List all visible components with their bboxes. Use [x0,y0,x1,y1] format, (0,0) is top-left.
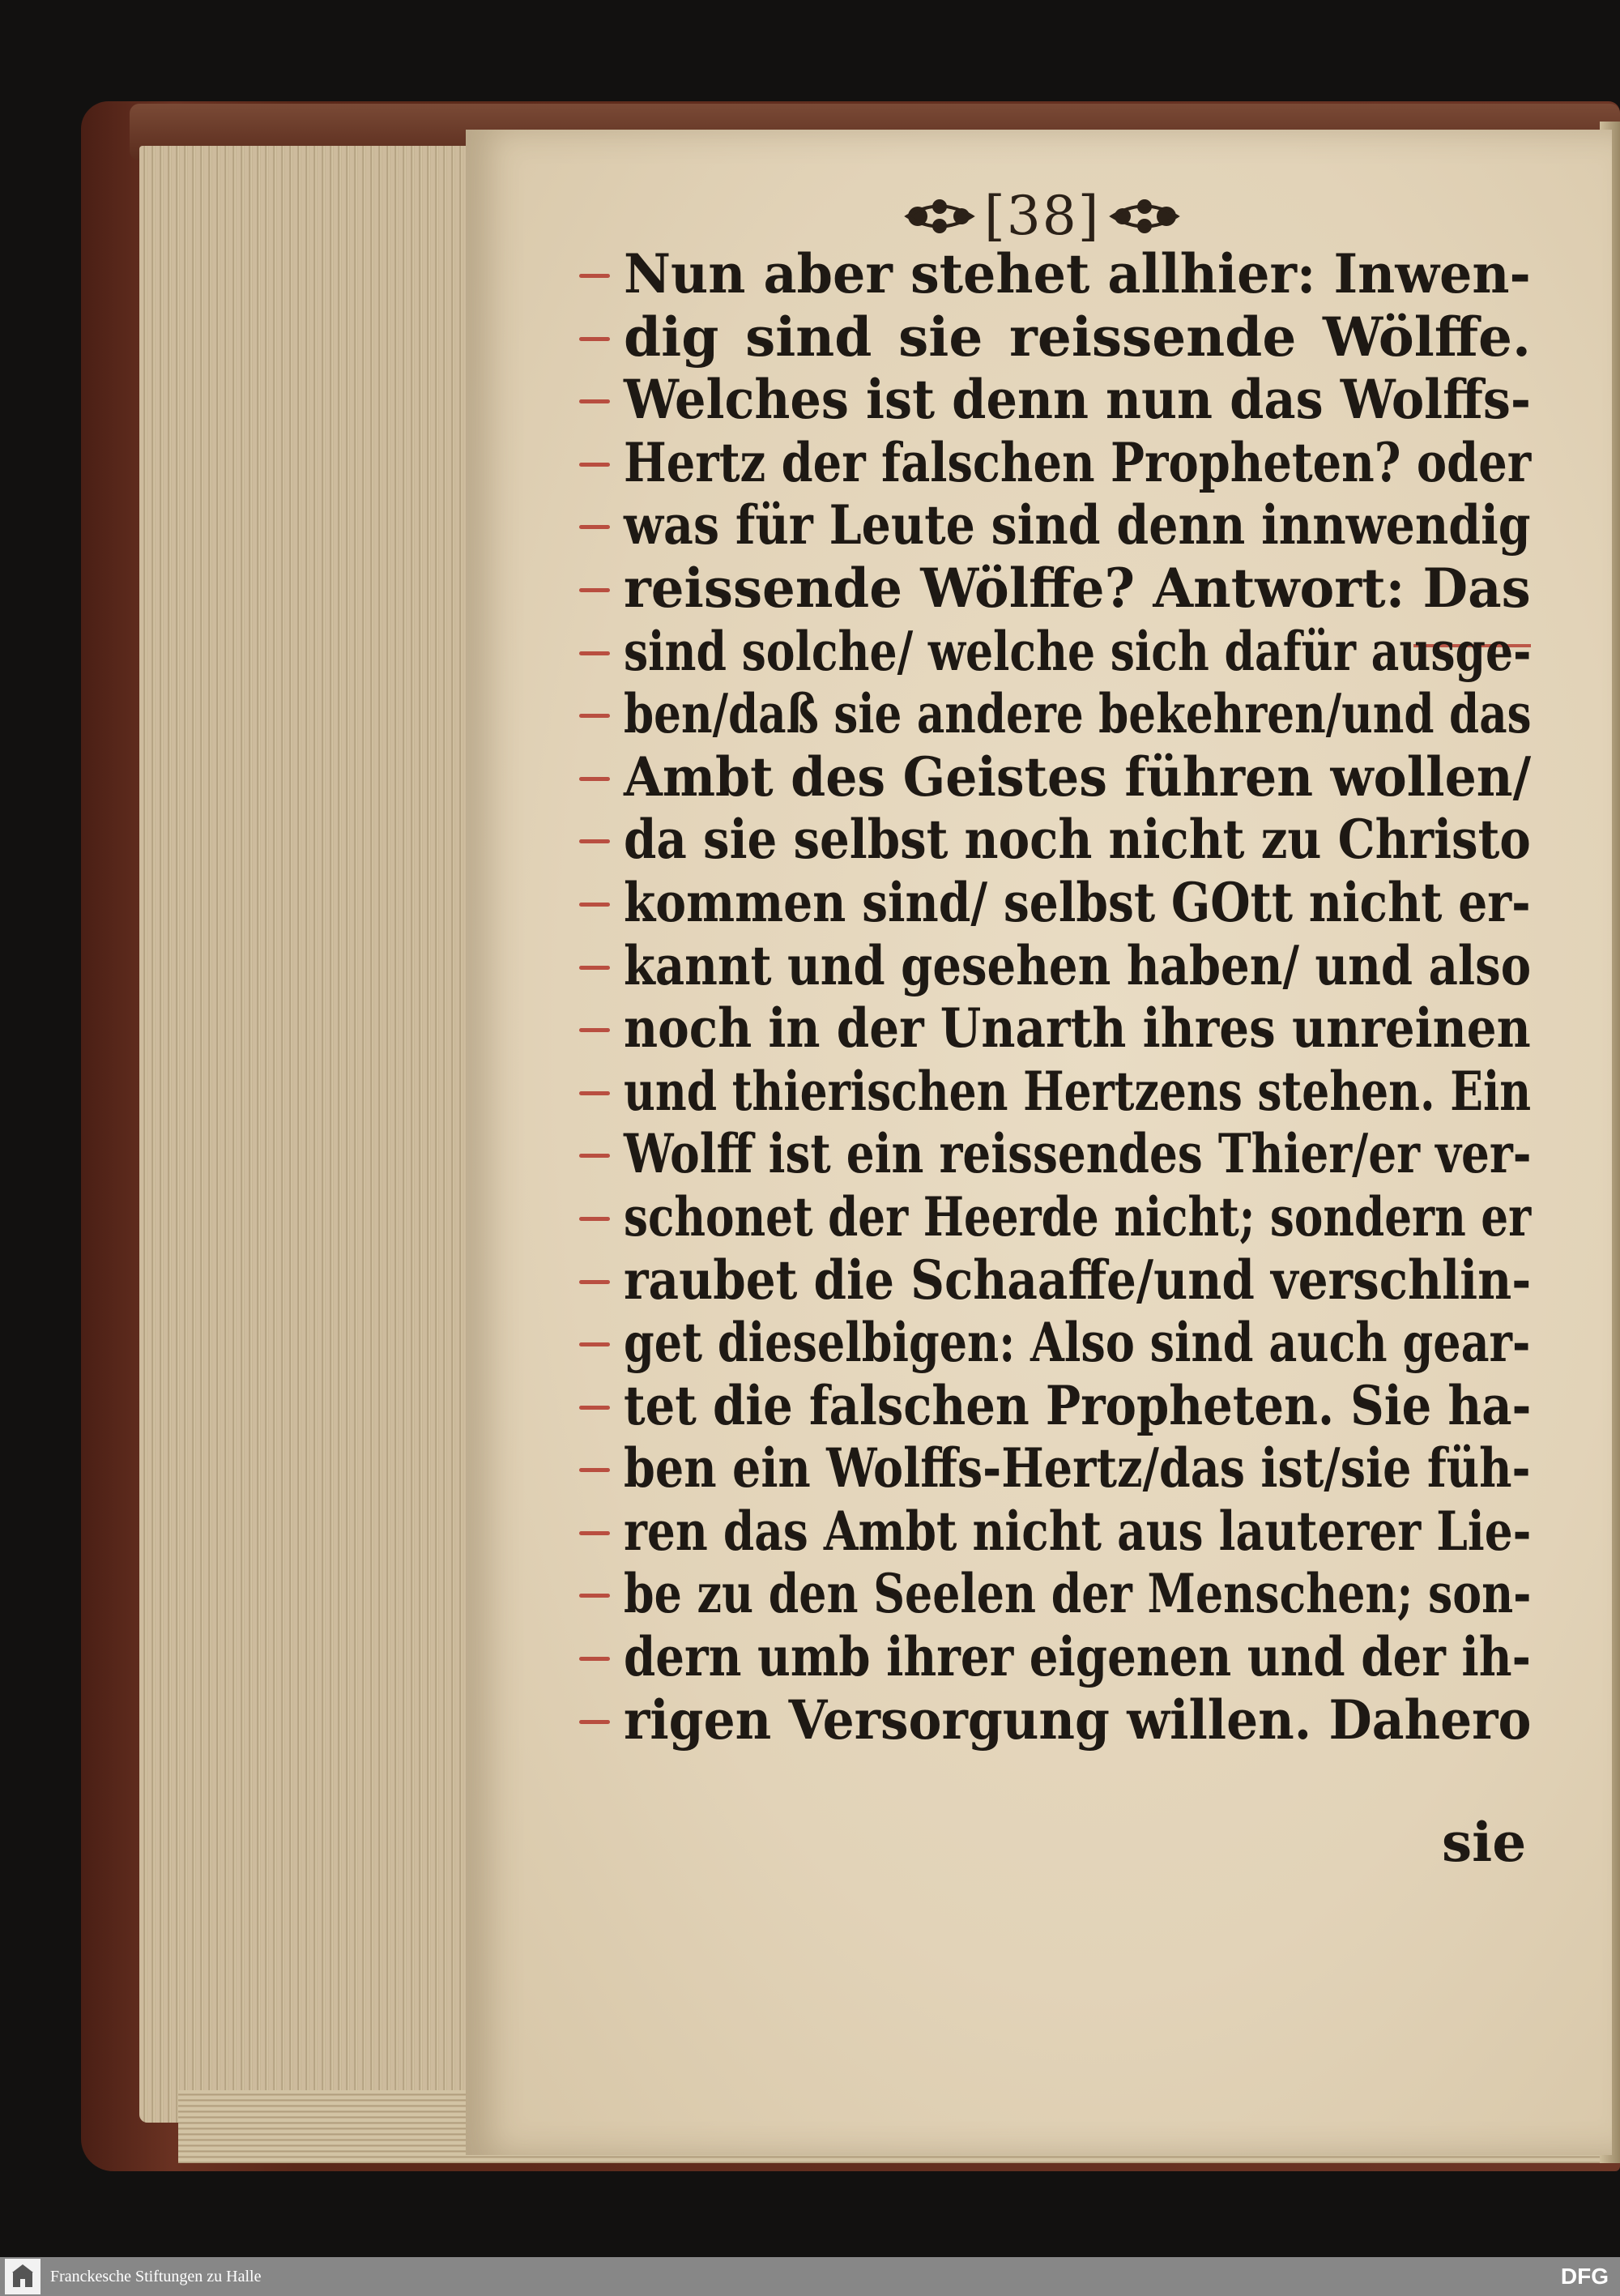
margin-mark [579,1091,610,1095]
orphanage-building-icon [11,2263,35,2290]
margin-mark [579,1154,610,1158]
margin-mark [579,399,610,403]
margin-mark [579,274,610,278]
margin-mark [579,1720,610,1724]
text-line: rigen Versorgung willen. Dahero [624,1689,1531,1752]
text-line: Nun aber stehet allhier: Inwen- [624,243,1531,306]
margin-mark [579,1594,610,1598]
text-line: Welches ist denn nun das Wolffs- [624,369,1531,432]
page-block-edges [139,146,480,2123]
institution-logo-icon [5,2259,40,2294]
text-line: ren das Ambt nicht aus lauterer Lie- [624,1500,1531,1564]
margin-mark [579,714,610,718]
text-line: noch in der Unarth ihres unreinen [624,997,1531,1061]
text-line: was für Leute sind denn innwendig [624,494,1531,557]
margin-mark [579,463,610,467]
text-line: Hertz der falschen Propheten? oder [624,432,1531,495]
catchword: sie [1442,1811,1527,1874]
dfg-logo: DFG [1560,2264,1609,2289]
text-line: tet die falschen Propheten. Sie ha- [624,1375,1531,1438]
margin-mark [579,1028,610,1032]
left-ornament-icon [903,192,976,241]
text-line: schonet der Heerde nicht; sondern er [624,1186,1531,1249]
footer-bar [0,2257,1620,2296]
text-line: Wolff ist ein reissendes Thier/er ver- [624,1123,1531,1186]
margin-mark [579,903,610,907]
text-line: raubet die Schaaffe/und verschlin- [624,1249,1531,1312]
page-header [903,185,1181,247]
margin-mark [579,1468,610,1472]
margin-mark [579,651,610,655]
margin-mark [579,1531,610,1535]
text-line: da sie selbst noch nicht zu Christo [624,809,1531,872]
right-ornament-icon [1108,192,1181,241]
margin-mark [579,1342,610,1346]
institution-name: Franckesche Stiftungen zu Halle [50,2267,262,2285]
text-line: und thierischen Hertzens stehen. Ein [624,1061,1531,1124]
margin-mark [579,525,610,529]
margin-mark [579,777,610,781]
text-line: ben ein Wolffs-Hertz/das ist/sie füh- [624,1437,1531,1500]
margin-mark [579,839,610,843]
page-number: [38] [984,185,1101,247]
text-line: reissende Wölffe? Antwort: Das [624,557,1531,621]
margin-mark [579,588,610,592]
margin-mark [579,1657,610,1661]
margin-mark [579,1406,610,1410]
text-line: ben/daß sie andere bekehren/und das [624,683,1531,746]
text-line: dig sind sie reissende Wölffe. [624,306,1531,369]
text-line: get dieselbigen: Also sind auch gear- [624,1312,1531,1375]
text-line: dern umb ihrer eigenen und der ih- [624,1626,1531,1689]
text-line: Ambt des Geistes führen wollen/ [624,746,1531,809]
text-line: sind solche/ welche sich dafür ausge- [624,621,1531,684]
margin-mark [579,337,610,341]
text-line: kannt und gesehen haben/ und also [624,935,1531,998]
margin-mark [579,1280,610,1284]
margin-mark [579,1217,610,1221]
text-line: be zu den Seelen der Menschen; son- [624,1563,1531,1626]
margin-mark [579,966,610,970]
text-line: kommen sind/ selbst GOtt nicht er- [624,872,1531,935]
page-text [624,243,1531,1752]
